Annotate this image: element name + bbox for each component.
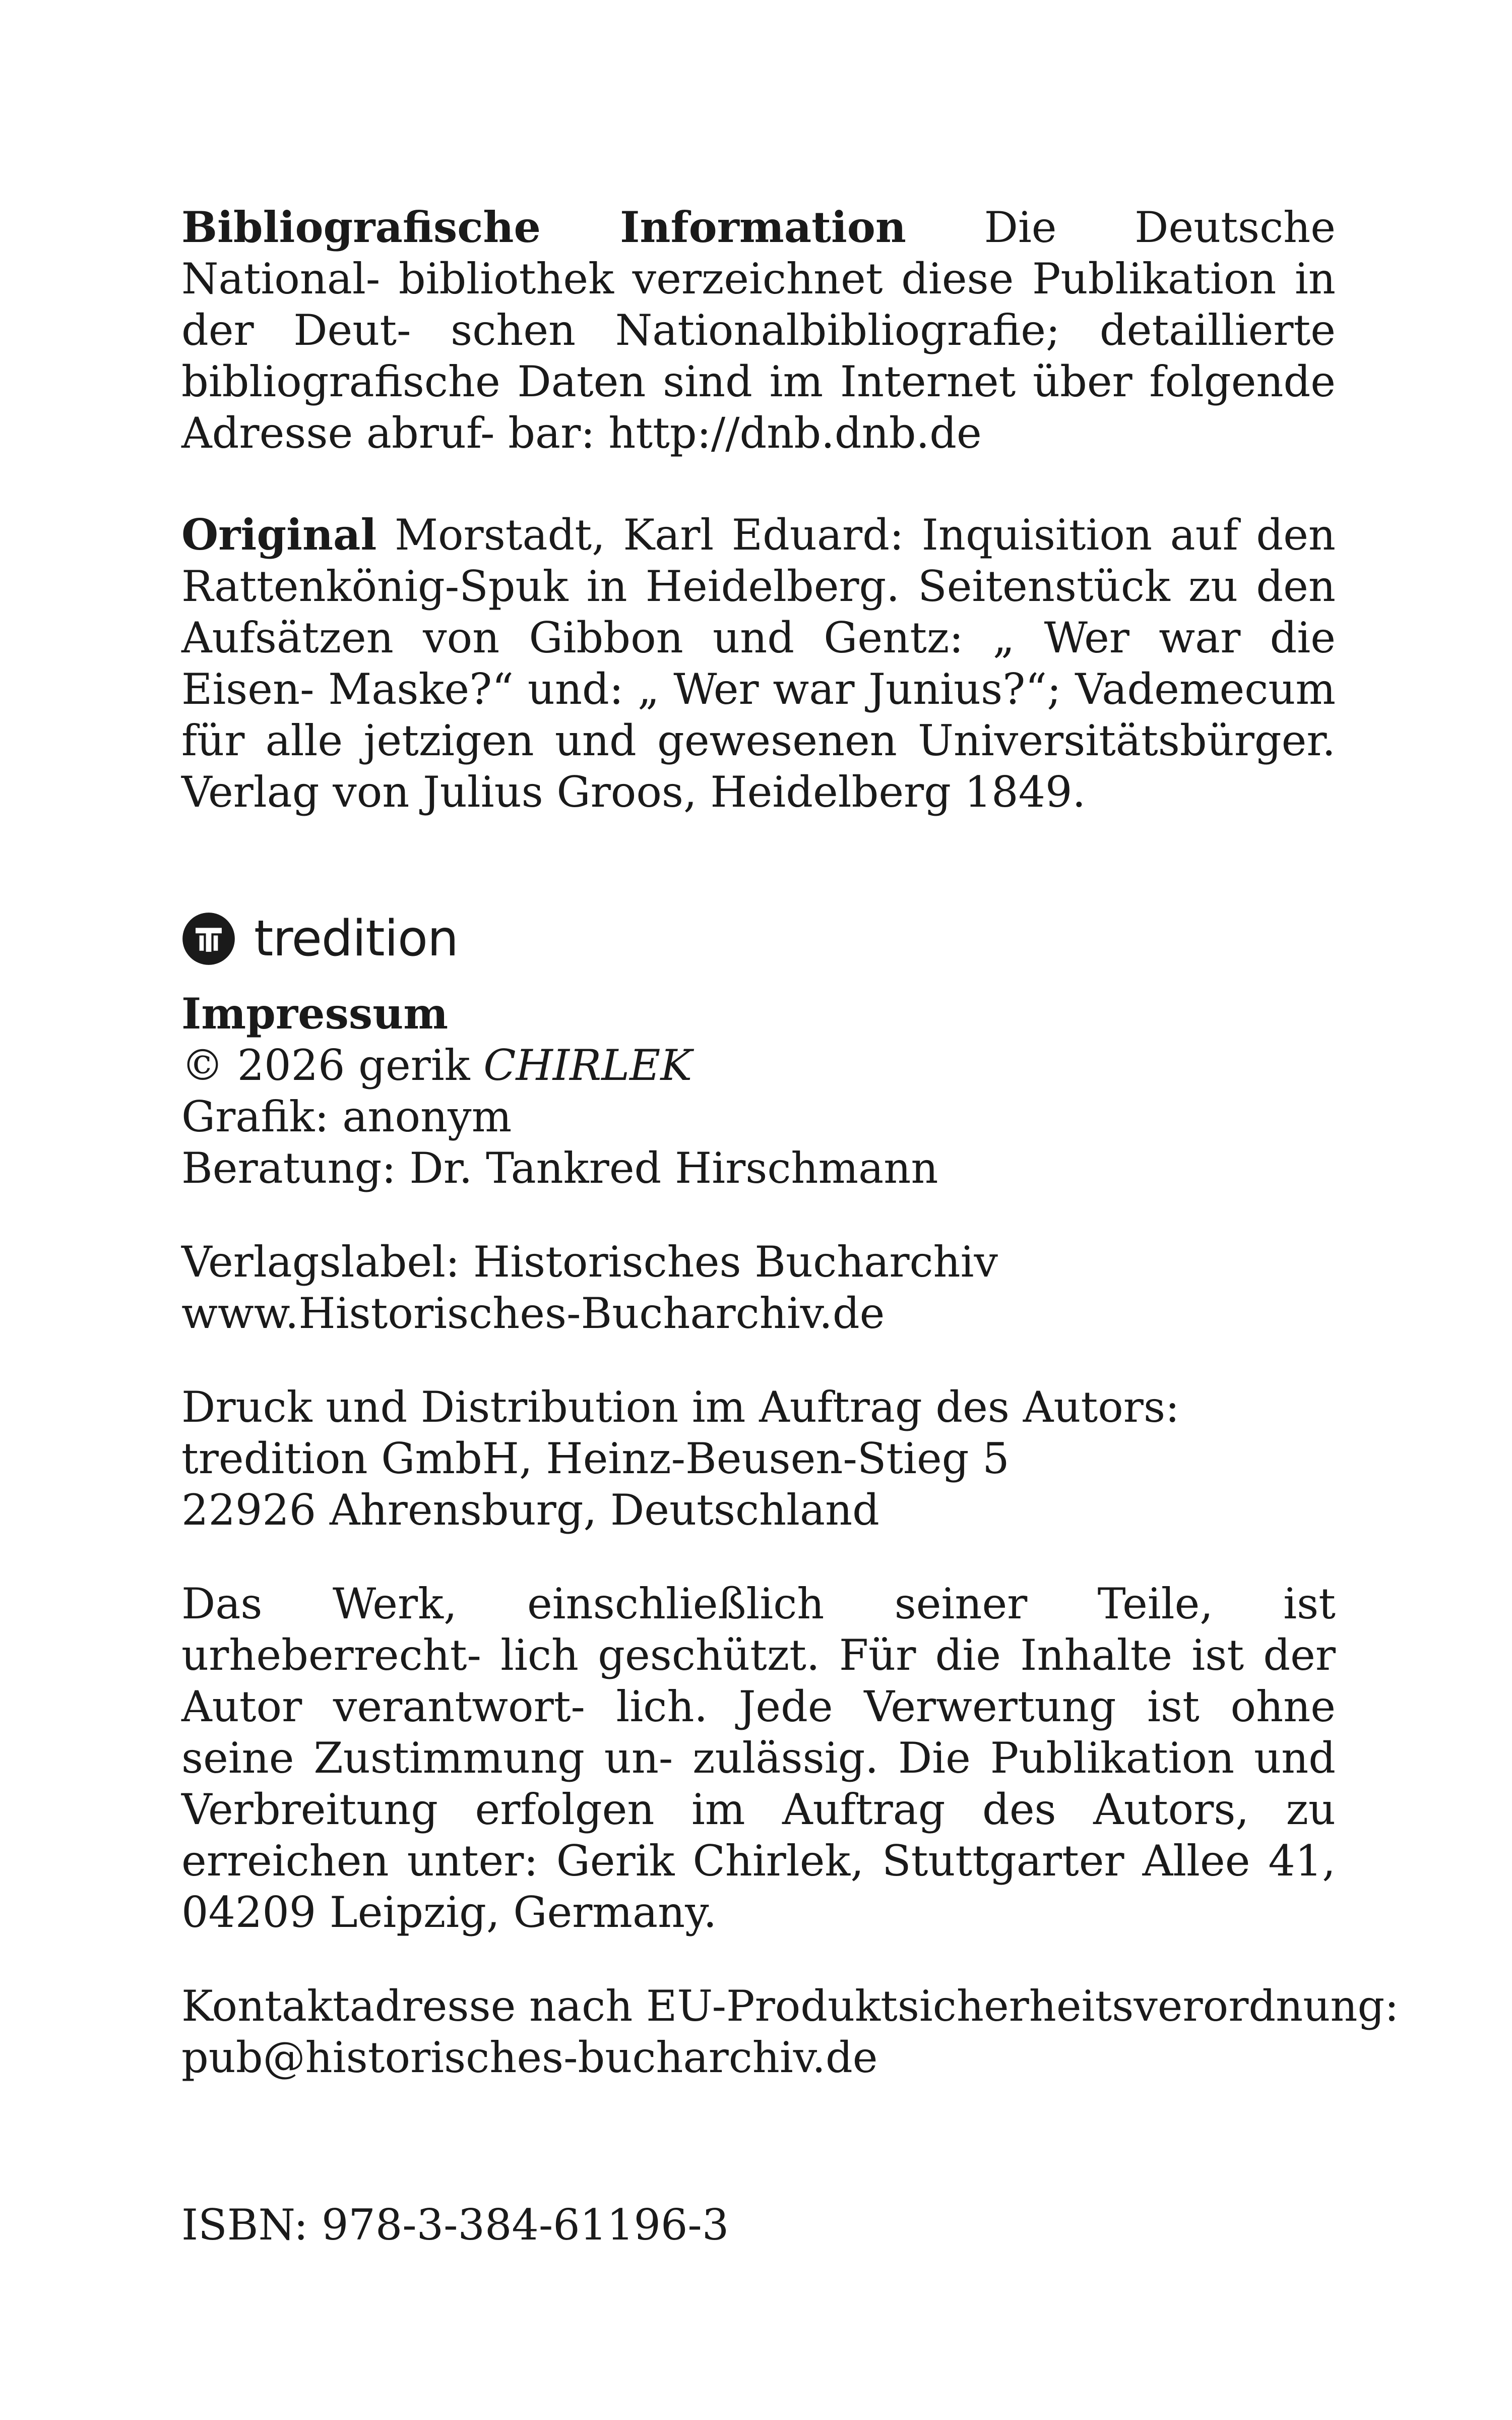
original-text: Rattenkönig-Spuk in Heidelberg. Seitenstück zu den <box>181 562 1336 611</box>
contact-section <box>181 1980 1399 2083</box>
imprint-page <box>181 202 1399 2251</box>
bibliographic-text: bibliothek verzeichnet diese Publikation in der Deut- <box>181 254 1336 355</box>
original-text: Maske?“ und: „ Wer war Junius?“; Vademecum für alle <box>181 664 1336 765</box>
isbn-section <box>181 2199 1336 2251</box>
original-text: Aufsätzen von Gibbon und Gentz: „ Wer war die Eisen- <box>181 613 1336 714</box>
distribution-section <box>181 1381 1336 1536</box>
distribution-company: tredition GmbH, Heinz-Beusen-Stieg 5 <box>181 1434 1010 1483</box>
author-name: CHIRLEK <box>483 1041 692 1090</box>
rights-text: lich geschützt. Für die Inhalte ist der Autor verantwort- <box>181 1630 1336 1731</box>
copyright-prefix: © 2026 gerik <box>181 1041 470 1090</box>
bibliographic-text: Die Deutsche National- <box>181 203 1336 304</box>
distribution-line: Druck und Distribution im Auftrag des Autors: <box>181 1382 1180 1432</box>
impressum-heading: Impressum <box>181 989 449 1039</box>
publisher-label: Verlagslabel: Historisches Bucharchiv <box>181 1237 998 1287</box>
copyright-line <box>181 1040 1336 1091</box>
original-text: Morstadt, Karl Eduard: Inquisition auf den <box>394 510 1336 560</box>
bibliographic-text: Daten sind im Internet über folgende Adresse abruf- <box>181 357 1336 458</box>
original-info <box>181 509 1336 818</box>
tredition-wordmark: tredition <box>254 910 459 967</box>
isbn: ISBN: 978-3-384-61196-3 <box>181 2200 729 2250</box>
publisher-label-section <box>181 1236 1336 1339</box>
contact-label: Kontaktadresse nach EU-Produktsicherheitsverordnung: <box>181 1981 1399 2031</box>
rights-text: lich. Jede Verwertung ist ohne seine Zustimmung un- <box>181 1682 1336 1783</box>
original-text: jetzigen und gewesenen Universitätsbürger. Verlag von <box>181 716 1336 817</box>
rights-text: zulässig. Die Publikation und Verbreitung erfolgen im <box>181 1733 1336 1834</box>
original-heading: Original <box>181 510 377 560</box>
bibliographic-text: schen Nationalbibliografie; detaillierte bibliografische <box>181 306 1336 406</box>
publisher-website: www.Historisches-Bucharchiv.de <box>181 1289 885 1338</box>
impressum-section <box>181 988 1336 1194</box>
tredition-logo <box>181 903 1336 974</box>
bibliographic-url: bar: http://dnb.dnb.de <box>508 408 982 458</box>
grafik-line: Grafik: anonym <box>181 1092 512 1141</box>
rights-text: Stuttgarter Allee 41, 04209 Leipzig, Germany. <box>181 1836 1336 1937</box>
bibliographic-heading: Bibliografische Information <box>181 202 906 252</box>
copyright-notice <box>181 1578 1336 1938</box>
distribution-city: 22926 Ahrensburg, Deutschland <box>181 1485 879 1535</box>
rights-text: Auftrag des Autors, zu erreichen unter: Gerik Chirlek, <box>181 1785 1336 1886</box>
beratung-line: Beratung: Dr. Tankred Hirschmann <box>181 1143 938 1193</box>
bibliographic-info <box>181 202 1336 459</box>
rights-text: Das Werk, einschließlich seiner Teile, ist urheberrecht- <box>181 1579 1336 1680</box>
contact-email: pub@historisches-bucharchiv.de <box>181 2033 878 2082</box>
original-text: Julius Groos, Heidelberg 1849. <box>423 767 1086 817</box>
tredition-logo-icon <box>181 912 236 966</box>
